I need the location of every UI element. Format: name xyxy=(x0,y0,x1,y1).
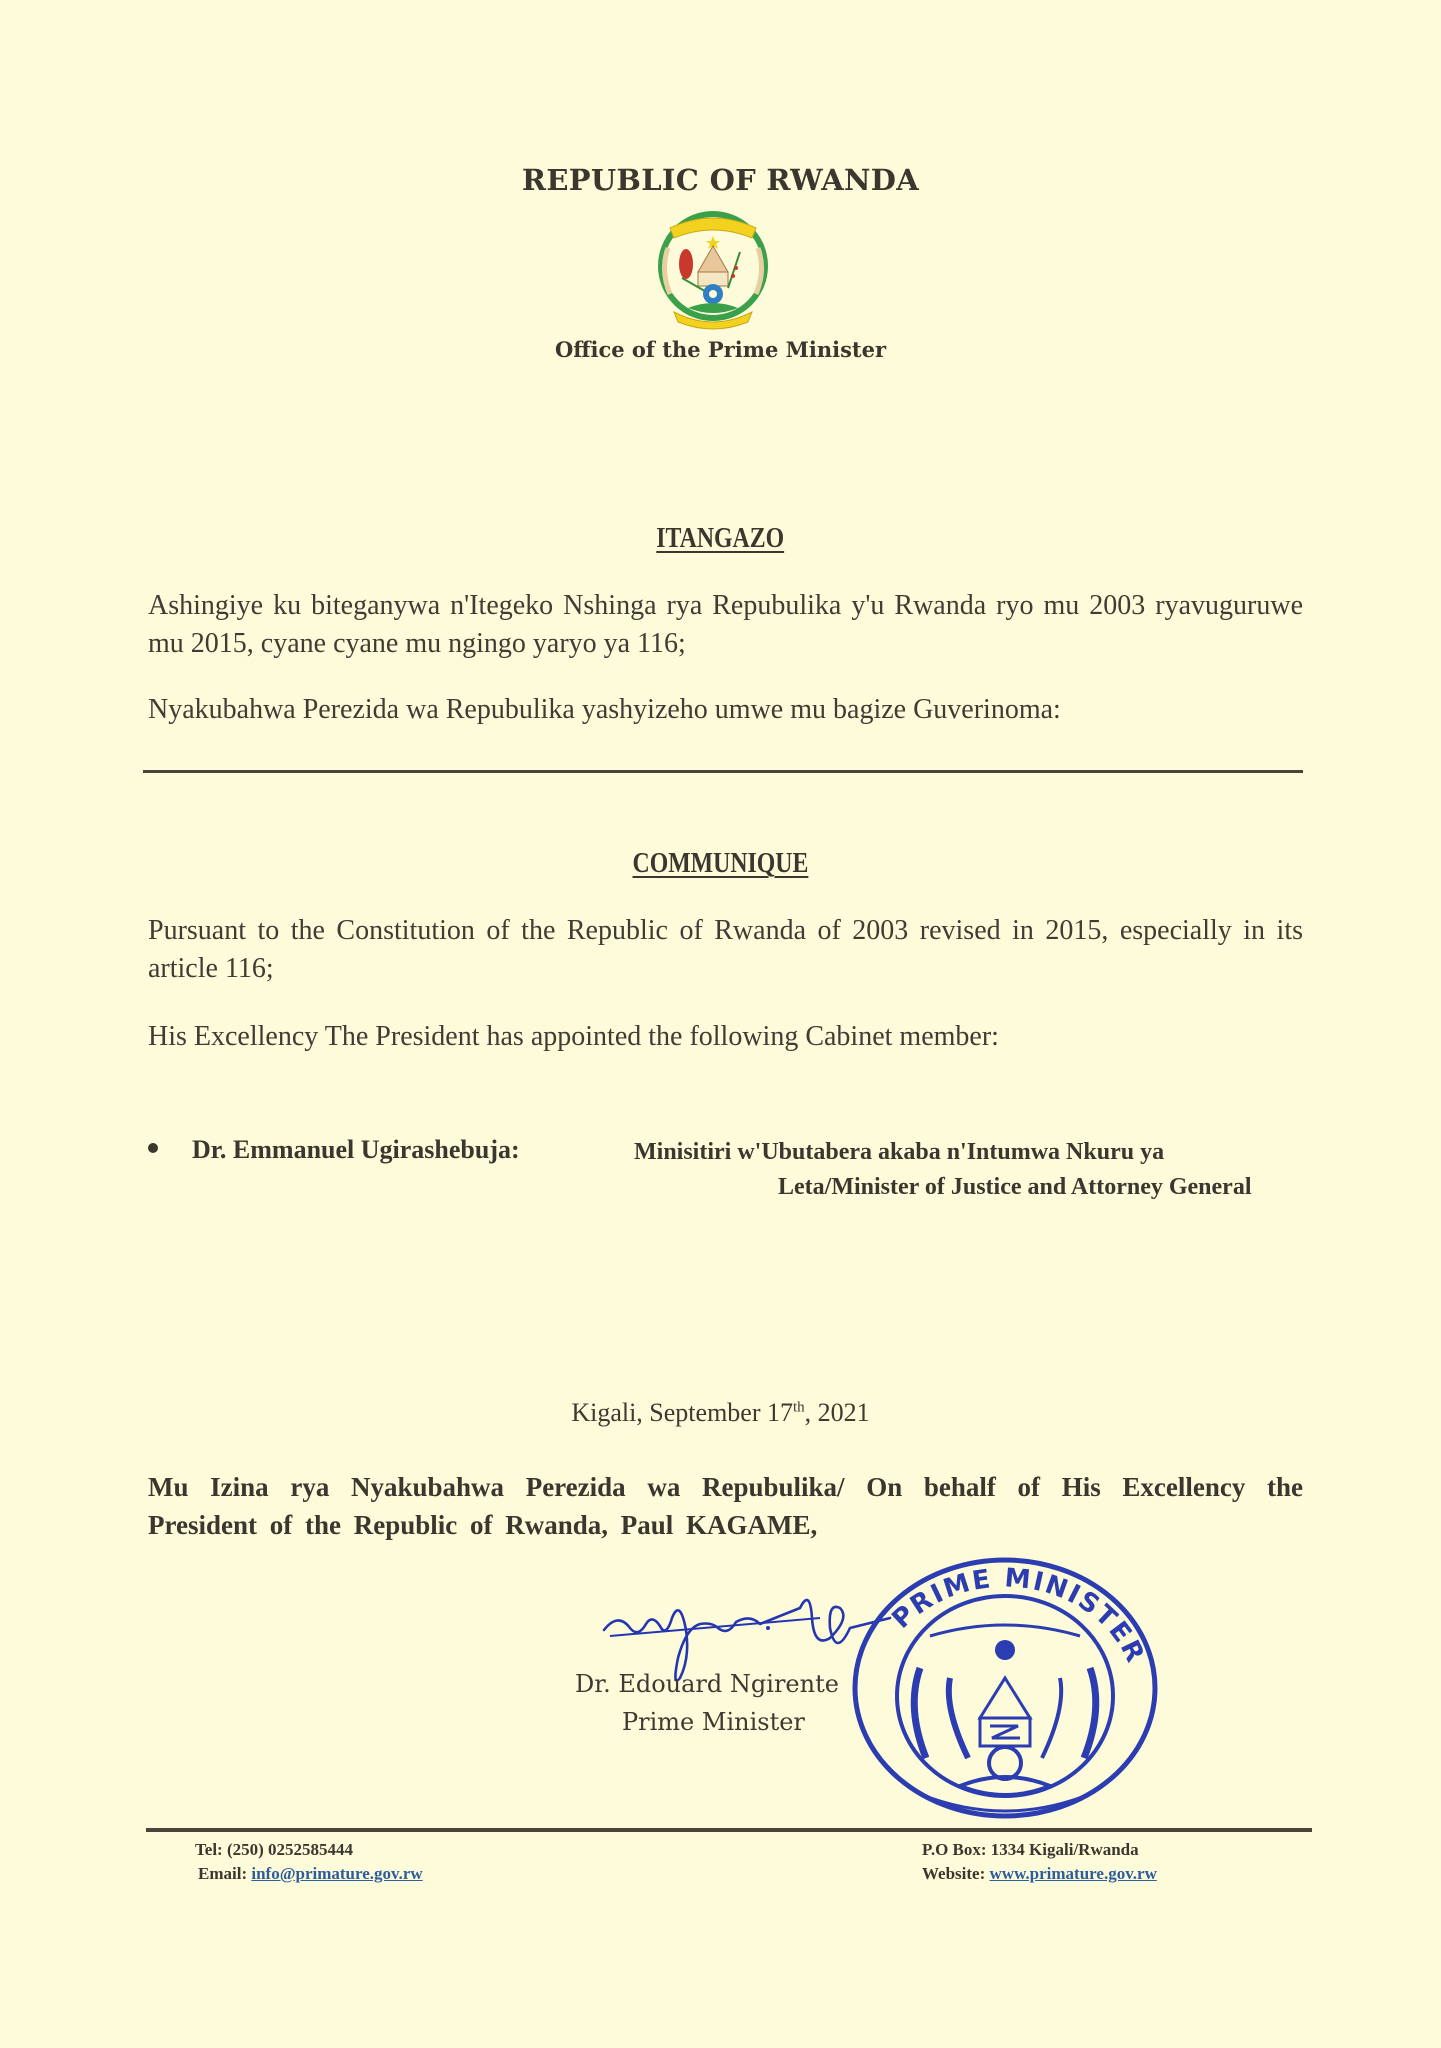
rwanda-coat-of-arms-icon xyxy=(648,208,778,332)
pobox-label: P.O Box: xyxy=(922,1840,987,1859)
itangazo-heading-wrap xyxy=(0,523,1441,555)
appointee-name: Dr. Emmanuel Ugirashebuja: xyxy=(192,1135,520,1164)
date-year: , 2021 xyxy=(804,1398,870,1427)
website-label: Website: xyxy=(922,1864,986,1883)
communique-paragraph-2: His Excellency The President has appointed the following Cabinet member: xyxy=(148,1021,999,1052)
on-behalf-statement: Mu Izina rya Nyakubahwa Perezida wa Repubulika/ On behalf of His Excellency the President of the Republic of Rwanda, Paul KAGAME, xyxy=(148,1472,1303,1540)
communique-heading: COMMUNIQUE xyxy=(632,848,809,879)
footer-pobox xyxy=(922,1840,1139,1860)
section-divider xyxy=(143,770,1303,773)
signatory-title: Prime Minister xyxy=(622,1708,805,1736)
itangazo-paragraph-1: Ashingiye ku biteganywa n'Itegeko Nshinga rya Repubulika y'u Rwanda ryo mu 2003 ryavuguruwe mu 2015, cyane cyane mu ngingo yaryo ya 116; xyxy=(148,590,1303,659)
communique-paragraph-1: Pursuant to the Constitution of the Republic of Rwanda of 2003 revised in 2015, especially in its article 116; xyxy=(148,915,1303,984)
date-text: Kigali, September 17 xyxy=(571,1398,793,1427)
country-title: REPUBLIC OF RWANDA xyxy=(521,163,920,197)
footer-email xyxy=(198,1864,423,1884)
stamp-text: PRIME MINISTER xyxy=(886,1563,1151,1669)
bullet-icon xyxy=(148,1143,158,1153)
prime-minister-seal-stamp-icon xyxy=(840,1548,1170,1828)
itangazo-heading: ITANGAZO xyxy=(656,523,785,554)
office-title: Office of the Prime Minister xyxy=(554,337,887,362)
appointment-list-item xyxy=(148,1135,1308,1245)
communique-heading-wrap xyxy=(0,848,1441,880)
itangazo-paragraph-2: Nyakubahwa Perezida wa Repubulika yashyizeho umwe mu bagize Guverinoma: xyxy=(148,694,1061,725)
pobox-value: 1334 Kigali/Rwanda xyxy=(990,1840,1139,1859)
email-link[interactable]: info@primature.gov.rw xyxy=(251,1864,423,1883)
issue-date xyxy=(0,1398,1441,1428)
appointee-role-text: Minisitiri w'Ubutabera akaba n'Intumwa Nkuru ya Leta/Minister of Justice and Attorney General xyxy=(634,1139,1252,1200)
website-link[interactable]: www.primature.gov.rw xyxy=(989,1864,1157,1883)
footer-website xyxy=(922,1864,1157,1884)
signatory-name: Dr. Edouard Ngirente xyxy=(575,1670,839,1698)
tel-label: Tel: xyxy=(195,1840,223,1859)
appointee-role xyxy=(628,1135,1308,1205)
date-ordinal: th xyxy=(793,1399,805,1416)
footer-tel xyxy=(195,1840,353,1860)
footer-divider xyxy=(146,1828,1312,1832)
tel-value: (250) 0252585444 xyxy=(226,1840,354,1859)
email-label: Email: xyxy=(198,1864,248,1883)
